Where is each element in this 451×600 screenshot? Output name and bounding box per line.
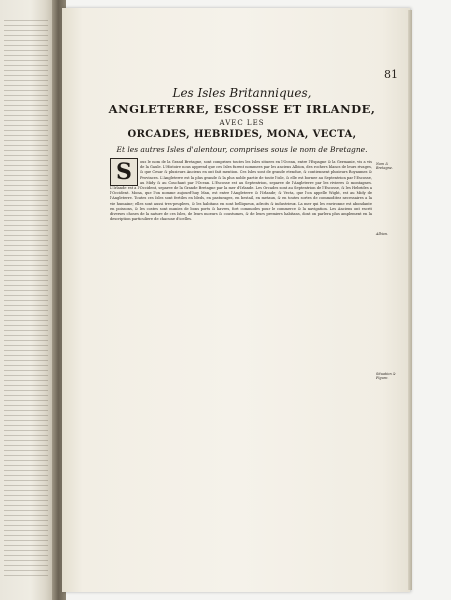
body-rest: Ces Isles sont de grande etendue, & contiennent plusieurs Royaumes & Provinces. L'Angleterre est la plus grande & la plus noble partie de toute l'isle, & elle est bornee au Septentrion par l'Escosse, au Midy & au Couchant par l'Ocean. L'Escosse est au Septentrion, separee de l'Angleterre par les rivieres & montagnes. L'Irlande est a l'Occident, separee de la Grande Bretagne par la mer d'Irlande. Les Orcades sont au Septentrion de l'Escosse, & les Hebrides a l'Occident. Mona, que l'on nomme aujourd'huy Man, est entre l'Angleterre & l'Irlande; & Vecta, que l'on appelle Wight, est au Midy de l'Angleterre. Toutes ces Isles sont fertiles en bleds, en pasturages, en bestail, en metaux, & en toutes sortes de commoditez necessaires a la vie humaine; elles sont aussi tres-peuplees, & les habitans en sont belliqueux, adroits & industrieux. La mer qui les environne est abondante en poissons, & les costes sont munies de bons ports & havres, fort commodes pour le commerce & la navigation. Les Anciens ont escrit diverses choses de la nature de ces Isles, de leurs moeurs & coustumes, & de leurs premiers habitans, dont on parlera plus amplement en la description particuliere de chacune d'icelles. bbox=[110, 170, 372, 222]
body-text bbox=[110, 160, 372, 578]
page-number: 81 bbox=[384, 68, 398, 81]
sub-heading: ORCADES, HEBRIDES, MONA, VECTA, bbox=[127, 129, 357, 140]
page-title: Les Isles Britanniques, bbox=[172, 86, 312, 100]
left-page bbox=[0, 0, 56, 600]
sub-heading-italic: Et les autres Isles d'alentour, comprises sous le nom de Bretagne. bbox=[116, 145, 368, 154]
body-lead: ous le nom de la Grand Bretagne, sont comprises toutes les Isles situees en l'Ocean, entre l'Espagne & la Germanie, vis a vis de la Gaule. L'Histoire nous apprend que ces Isles furent nommees par les anciens Albion, des rochers blancs de leurs rivages, & que Cesar & plusieurs Anciens en ont fait mention. bbox=[140, 160, 372, 175]
margin-note-3: Situation & Figure. bbox=[376, 372, 396, 381]
main-heading: ANGLETERRE, ESCOSSE ET IRLANDE, bbox=[108, 102, 376, 116]
left-page-text bbox=[4, 20, 48, 580]
margin-note-1: Nom & Bretagne. bbox=[376, 162, 393, 171]
margin-note-2: Albion. bbox=[376, 232, 389, 236]
drop-cap: S bbox=[110, 158, 138, 186]
page-edge bbox=[408, 10, 412, 590]
heading-connector: AVEC LES bbox=[219, 119, 265, 127]
